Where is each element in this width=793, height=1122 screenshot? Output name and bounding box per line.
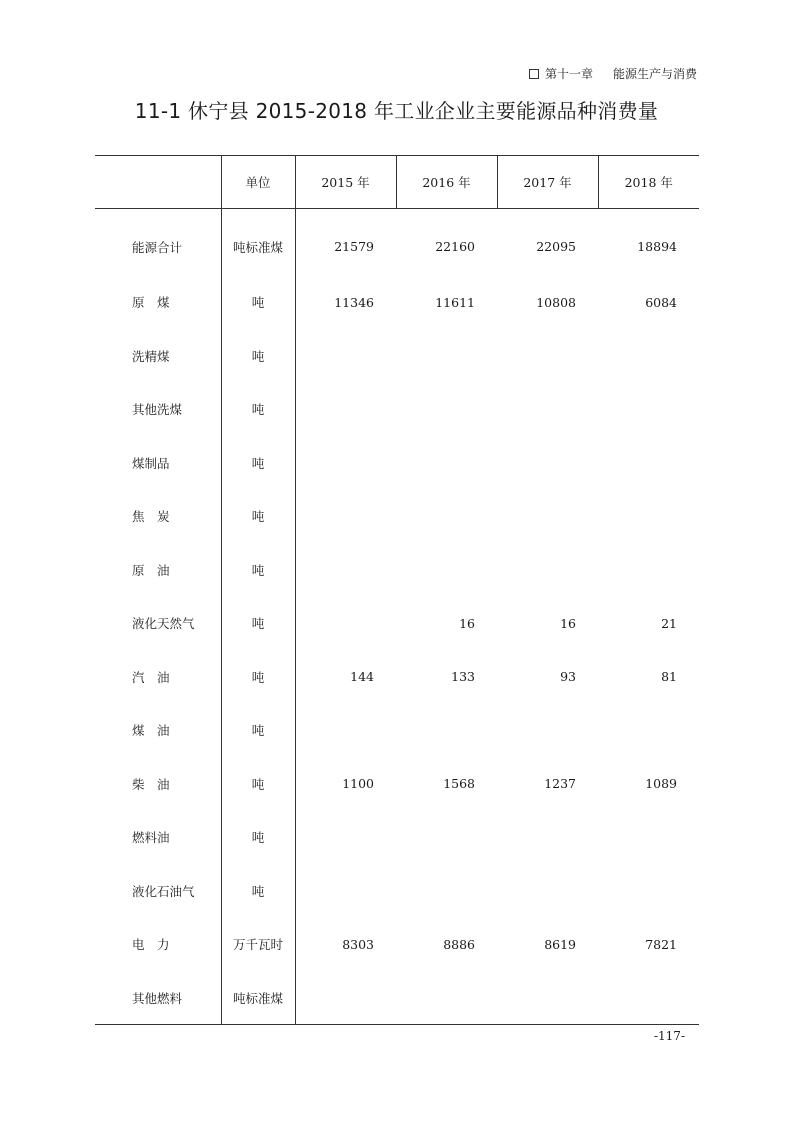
cell-value — [396, 436, 497, 490]
cell-value — [598, 971, 699, 1025]
cell-value — [598, 811, 699, 865]
cell-value — [396, 490, 497, 544]
row-unit: 吨 — [221, 383, 295, 437]
row-unit: 吨 — [221, 436, 295, 490]
row-label: 煤 油 — [132, 723, 170, 739]
page-number: -117- — [653, 1029, 685, 1043]
chapter-number: 第十一章 — [544, 67, 593, 81]
cell-value — [295, 383, 396, 437]
row-label: 原 煤 — [132, 295, 170, 311]
table-row — [95, 918, 699, 972]
row-label: 煤制品 — [132, 455, 170, 471]
row-label: 其他洗煤 — [132, 402, 183, 418]
cell-value — [598, 490, 699, 544]
chapter-header — [529, 65, 697, 82]
cell-value: 7821 — [645, 936, 677, 952]
cell-value — [295, 811, 396, 865]
cell-value — [396, 811, 497, 865]
cell-value — [396, 383, 497, 437]
row-label: 洗精煤 — [132, 348, 170, 364]
table-header-row — [95, 156, 699, 209]
cell-value — [295, 864, 396, 918]
cell-value — [598, 436, 699, 490]
cell-value: 1089 — [645, 776, 677, 792]
cell-value: 144 — [350, 669, 374, 685]
row-unit: 吨 — [221, 490, 295, 544]
cell-value: 11346 — [334, 294, 374, 310]
cell-value — [497, 811, 598, 865]
row-unit: 吨标准煤 — [221, 971, 295, 1025]
cell-value — [295, 436, 396, 490]
row-unit: 吨 — [221, 704, 295, 758]
table-row — [95, 383, 699, 437]
table-row — [95, 276, 699, 330]
table-row — [95, 597, 699, 651]
cell-value: 8619 — [544, 936, 576, 952]
cell-value: 133 — [451, 669, 475, 685]
cell-value — [396, 864, 497, 918]
row-unit: 吨 — [221, 650, 295, 704]
cell-value: 1568 — [443, 776, 475, 792]
cell-value — [598, 704, 699, 758]
cell-value — [295, 704, 396, 758]
cell-value — [295, 543, 396, 597]
row-label: 焦 炭 — [132, 509, 170, 525]
cell-value: 1100 — [342, 776, 374, 792]
header-2015: 2015 年 — [295, 156, 396, 209]
cell-value: 93 — [560, 669, 576, 685]
table-row — [95, 704, 699, 758]
header-unit: 单位 — [221, 156, 295, 209]
cell-value — [598, 383, 699, 437]
chapter-section: 能源生产与消费 — [612, 67, 697, 81]
cell-value — [598, 864, 699, 918]
cell-value: 22160 — [435, 239, 475, 255]
cell-value — [598, 543, 699, 597]
row-label: 柴 油 — [132, 776, 170, 792]
cell-value: 21 — [661, 615, 677, 631]
cell-value — [295, 971, 396, 1025]
header-2018: 2018 年 — [598, 156, 699, 209]
cell-value — [295, 329, 396, 383]
table-row — [95, 757, 699, 811]
table-row — [95, 650, 699, 704]
row-label: 液化石油气 — [132, 883, 195, 899]
cell-value — [497, 329, 598, 383]
row-unit: 吨 — [221, 811, 295, 865]
table-title: 11-1 休宁县 2015-2018 年工业企业主要能源品种消费量 — [134, 99, 659, 123]
row-label: 汽 油 — [132, 669, 170, 685]
cell-value — [497, 864, 598, 918]
row-unit: 吨 — [221, 597, 295, 651]
cell-value — [396, 971, 497, 1025]
cell-value: 6084 — [645, 294, 677, 310]
cell-value: 8303 — [342, 936, 374, 952]
row-unit: 吨标准煤 — [221, 209, 295, 276]
cell-value — [396, 329, 497, 383]
energy-consumption-table — [95, 155, 699, 1025]
cell-value — [497, 704, 598, 758]
table-row — [95, 436, 699, 490]
cell-value — [497, 383, 598, 437]
cell-value: 21579 — [334, 239, 374, 255]
cell-value: 16 — [560, 615, 576, 631]
cell-value — [497, 971, 598, 1025]
cell-value — [396, 543, 497, 597]
cell-value: 8886 — [443, 936, 475, 952]
cell-value — [497, 490, 598, 544]
row-unit: 吨 — [221, 757, 295, 811]
row-label: 液化天然气 — [132, 616, 195, 632]
cell-value: 81 — [661, 669, 677, 685]
row-unit: 吨 — [221, 543, 295, 597]
table-body — [95, 209, 699, 1025]
row-label: 燃料油 — [132, 830, 170, 846]
cell-value — [497, 436, 598, 490]
row-unit: 万千瓦时 — [221, 918, 295, 972]
table-row — [95, 864, 699, 918]
cell-value — [497, 543, 598, 597]
row-unit: 吨 — [221, 329, 295, 383]
cell-value: 22095 — [536, 239, 576, 255]
table-row — [95, 811, 699, 865]
cell-value: 16 — [459, 615, 475, 631]
row-label: 其他燃料 — [95, 971, 221, 1025]
cell-value — [598, 329, 699, 383]
row-label: 原 油 — [132, 562, 170, 578]
table-row — [95, 971, 699, 1025]
row-unit: 吨 — [221, 276, 295, 330]
row-unit: 吨 — [221, 864, 295, 918]
cell-value: 11611 — [435, 294, 475, 310]
table-row — [95, 543, 699, 597]
cell-value — [295, 597, 396, 651]
cell-value — [396, 704, 497, 758]
table-row — [95, 490, 699, 544]
table-row — [95, 329, 699, 383]
square-icon — [529, 69, 539, 79]
cell-value — [295, 490, 396, 544]
header-item — [95, 156, 221, 209]
header-2017: 2017 年 — [497, 156, 598, 209]
cell-value: 1237 — [544, 776, 576, 792]
row-label: 电 力 — [132, 937, 170, 953]
header-2016: 2016 年 — [396, 156, 497, 209]
row-label: 能源合计 — [132, 239, 183, 255]
table-row — [95, 209, 699, 276]
cell-value: 18894 — [637, 239, 677, 255]
cell-value: 10808 — [536, 294, 576, 310]
